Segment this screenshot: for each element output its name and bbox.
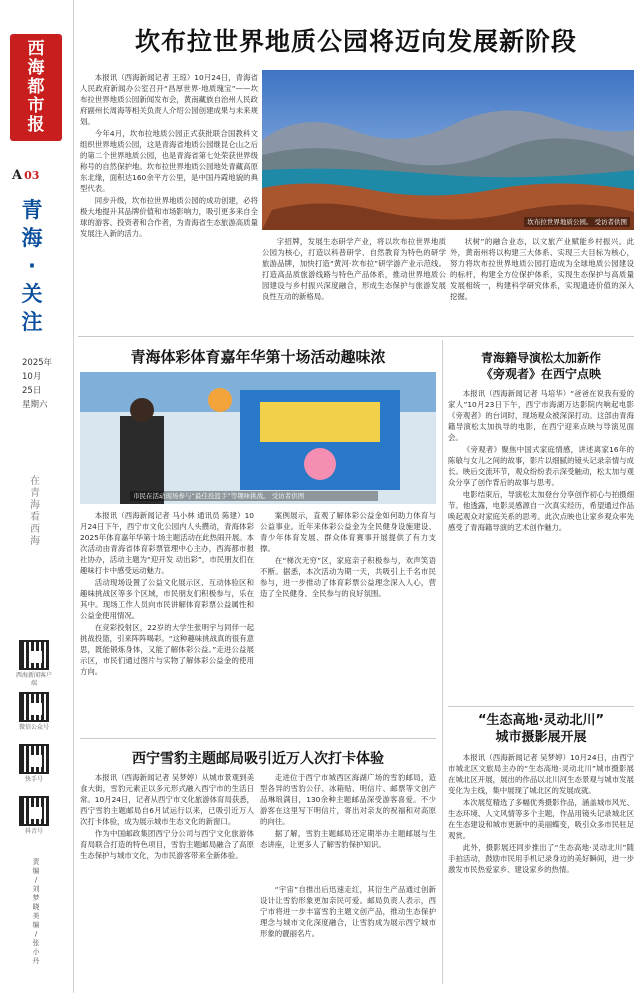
section-divider (78, 336, 634, 337)
date-line: 25日 (22, 386, 42, 396)
paragraph: 活动现场设置了公益文化展示区、互动体验区和趣味挑战区等多个区域，市民朋友们积极参与，乐在其中。现场工作人员向市民讲解体育彩票公益属性和公益金使用情况。 (80, 578, 254, 620)
credit-char: / (34, 930, 38, 938)
headline-line: “生态高地·灵动北川” (477, 713, 605, 728)
exhibit-story-body (448, 752, 634, 986)
column-divider (442, 340, 443, 984)
newspaper-logo (10, 34, 62, 141)
logo-char: 市 (27, 96, 45, 116)
sports-headline: 青海体彩体育嘉年华第十场活动趣味浓 (130, 348, 386, 366)
page-num: 03 (24, 169, 40, 182)
slogan-char: 海 (30, 500, 40, 511)
date-line: 2025年 (22, 358, 53, 368)
qr-code-douyin[interactable] (14, 796, 54, 836)
paragraph: 状树”的融合业态，以文旅产业赋能乡村振兴。此外，黄南州将以构建三大体系、实现三大目标为核心，努力将坎布拉世界地质公园打造成为全球地质公园建设的标杆，构建全方位保护体系，实现生态保护与高质量发展相统一，构建科学研究体系，实现遗迹价值的深入挖掘。 (450, 237, 634, 301)
section-char: 关 (21, 282, 43, 306)
credit-char: 晓 (32, 903, 40, 911)
headline-line: 青海籍导演松太加新作 (480, 351, 601, 365)
paragraph: 走进位于西宁市城西区海湖广场的雪豹邮局，造型各异的雪豹公仔、冰箱贴、明信片、邮票等文创产品琳琅满目，130余种主题邮品深受游客喜爱。不少游客在这里写下明信片，寄出对亲友的祝福和对高原的向往。 (260, 773, 436, 826)
photo-caption: 坎布拉世界地质公园。 受访者供图 (524, 217, 630, 227)
paragraph: 据了解，雪豹主题邮局还定期举办主题邮展与生态讲座，让更多人了解雪豹保护知识。 (260, 829, 436, 849)
paragraph: 电影结束后，导演松太加登台分享创作初心与拍摄细节。他透露，电影灵感源自一次真实经历，希望通过作品唤起观众对家庭关系的思考。此次点映也让家乡观众率先感受了青海籍导演的艺术创作魅力。 (448, 490, 634, 532)
paragraph: 在竞彩投射区，22岁的大学生张明宇与同伴一起挑战投篮，引来阵阵喝彩。“这种趣味挑战真的很有意思，既能锻炼身体，又能了解体彩公益。”走进公益展示区，市民们通过图片与实物了解体彩公益金的使用方向。 (80, 623, 254, 676)
qr-code-kuaishou[interactable] (14, 744, 54, 784)
paragraph: 本报讯（西海新闻记者 马培华）“爸爸在说我有爱的家人”10月23日下午，西宁市海湖万达影院内响起电影《旁观者》的台词时，现场观众被深深打动。这部由青海籍导演松太加执导的电影，在西宁迎来点映与导演见面会。 (448, 389, 634, 442)
rail-slogan (28, 476, 42, 548)
paragraph: 字招牌，发展生态研学产业，将以坎布拉世界地质公园为核心，打造以科普研学、自然教育为特色的研学旅游品牌，加快打造“黄河·坎布拉”研学游产业示范线。打造高品质旅游线路与特色产品体系，推动世界地质公园建设与乡村振兴深度融合，形成生态保护与旅游发展良性互动的新格局。 (262, 237, 446, 301)
credit-char: 编 (32, 867, 40, 875)
headline-line: 《旁观者》在西宁点映 (480, 367, 601, 381)
date-line: 星期六 (22, 400, 48, 410)
slogan-char: 在 (30, 476, 40, 487)
exhibit-headline (448, 712, 634, 746)
event-image (80, 372, 436, 504)
editor-credits (30, 858, 42, 966)
slogan-char: 西 (30, 524, 40, 535)
qr-code-icon (19, 796, 49, 826)
paragraph: 本报讯（西海新闻记者 马小林 通讯员 陈建）10月24日下午，西宁市文化公园内人头攒动，青海体彩2025年体育嘉年华第十场主题活动在此热闹开展。本次活动由青海省体育彩票管理中心主办，西海都市报社协办，活动主题为“迎开发 动出彩”，市民朋友们在趣味打卡中感受运动魅力。 (80, 511, 254, 575)
paragraph: 同步升级，坎布拉世界地质公园的成功创建，必将极大地提升其品牌价值和市场影响力，吸引更多来自全球的游客、投资者和合作者，为青海省生态旅游高质量发展注入新的活力。 (80, 196, 258, 238)
qr-code-icon (19, 640, 49, 670)
left-rail (0, 0, 74, 993)
qr-code-app[interactable] (14, 640, 54, 688)
paragraph: 《旁观者》聚焦中国式家庭情感，讲述离家16年的陈敏与女儿之间的故事，影片以细腻的镜头记录亲情与成长。映后交流环节，观众纷纷表示深受触动，松太加与观众分享了创作背后的故事与思考。 (448, 445, 634, 487)
page-code: A (12, 168, 23, 183)
section-char: 青 (21, 198, 43, 222)
credit-char: 张 (32, 939, 40, 947)
sports-story-col2 (260, 510, 436, 732)
credit-char: 美 (32, 912, 40, 920)
snow-leopard-col2 (260, 772, 436, 880)
lead-story-col2 (262, 236, 446, 330)
snow-leopard-col3 (260, 884, 436, 986)
snow-leopard-col1 (80, 772, 254, 986)
qr-code-wechat[interactable] (14, 692, 54, 732)
qr-label: 微信公众号 (18, 724, 49, 731)
qr-label: 抖音号 (24, 828, 43, 835)
section-char: 海 (21, 226, 43, 250)
slogan-char: 看 (30, 512, 40, 523)
credit-char: 小 (32, 948, 40, 956)
logo-char: 海 (27, 58, 45, 78)
paragraph: 本报讯（西海新闻记者 王琼）10月24日，青海省人民政府新闻办公室召开“昌厚世界·地质瑰宝”——坎布拉世界地质公园新闻发布会，黄南藏族自治州人民政府副州长周海等相关负责人介绍公园创建成果与未来规划。 (80, 73, 258, 126)
section-title (20, 196, 44, 336)
mountain-lake-image (262, 70, 634, 230)
sports-photo (80, 372, 436, 504)
qr-code-icon (19, 744, 49, 774)
issue-date (22, 356, 58, 412)
credit-char: 编 (32, 921, 40, 929)
film-headline (448, 350, 634, 382)
date-line: 10月 (22, 372, 42, 382)
page-number (12, 164, 64, 183)
geopark-photo (262, 70, 634, 230)
lead-story-col1 (80, 72, 258, 330)
lead-headline: 坎布拉世界地质公园将迈向发展新阶段 (134, 27, 577, 56)
headline-line: 城市摄影展开展 (495, 730, 587, 745)
section-char: · (28, 254, 36, 278)
credit-char: 责 (32, 858, 40, 866)
paragraph: 本报讯（西海新闻记者 吴梦婷）从城市景观到美食大街，雪豹元素正以多元形式融入西宁市的生活日常。10月24日，记者从西宁市文化旅游体育局获悉，西宁雪豹主题邮局自6月试运行以来，已吸引近万人次打卡体验，成为展示城市生态文化的新窗口。 (80, 773, 254, 826)
qr-label: 西海新闻客户端 (15, 672, 52, 687)
qr-label: 快手号 (24, 776, 43, 783)
credit-char: / (34, 876, 38, 884)
snow-leopard-headline: 西宁雪豹主题邮局吸引近万人次打卡体验 (132, 751, 384, 767)
section-divider (80, 738, 436, 739)
lead-story-col3 (450, 236, 634, 330)
paragraph: 在“梯次无穷”区，家庭亲子积极参与，欢声笑语不断。据悉，本次活动为期一天，共吸引上千名市民参与，进一步推动了体育彩票公益理念深入人心，营造了全民健身、全民参与的良好氛围。 (260, 556, 436, 598)
qr-code-icon (19, 692, 49, 722)
section-divider (448, 706, 634, 707)
paragraph: 作为中国邮政集团西宁分公司与西宁文化旅游体育局联合打造的特色项目，雪豹主题邮局融合了高原生态保护与城市文化，为市民游客带来全新体验。 (80, 829, 254, 860)
logo-char: 西 (27, 39, 45, 59)
section-char: 注 (21, 310, 43, 334)
credit-char: 刘 (32, 885, 40, 893)
sports-story-col1 (80, 510, 254, 732)
photo-caption: 市民在活动现场参与“最佳投篮手”等趣味挑战。 受访者供图 (130, 491, 378, 501)
paragraph: 本报讯（西海新闻记者 吴梦婷）10月24日，由西宁市城北区文旅局主办的“生态高地·灵动北川”城市摄影展在城北区开展，展出的作品以北川河生态景观与城市发展变化为主线，集中展现了城北区的发展成就。 (448, 753, 634, 795)
paragraph: 案例展示，直观了解体彩公益金如何助力体育与公益事业。近年来体彩公益金为全民健身设施建设、青少年体育发展、群众体育赛事开展提供了有力支撑。 (260, 511, 436, 553)
logo-char: 都 (27, 77, 45, 97)
film-story-body (448, 388, 634, 676)
slogan-char: 青 (30, 488, 40, 499)
logo-char: 报 (27, 115, 45, 135)
paragraph: 此外，摄影展还同步推出了“生态高地·灵动北川”随手拍活动，鼓励市民用手机记录身边的美好瞬间，进一步激发市民热爱家乡、建设家乡的热情。 (448, 843, 634, 874)
paragraph: “宇宙”自推出后迅速走红，其衍生产品通过创新设计让雪豹形象更加亲民可爱。邮局负责人表示，西宁市将进一步丰富雪豹主题文创产品，推动生态保护理念与城市文化深度融合，让雪豹成为展示西宁城市形象的靓丽名片。 (260, 885, 436, 938)
slogan-char: 海 (30, 536, 40, 547)
paragraph: 今年4月，坎布拉地质公园正式获批联合国教科文组织世界地质公园，这是青海省地质公园继昆仑山之后的第二个世界地质公园，也是青海省第七处荣获世界级称号的自然保护地。坎布拉世界地质公园地处青藏高原东北缘，面积达160余平方公里，是中国丹霞地貌的典型代表。 (80, 129, 258, 193)
credit-char: 梦 (32, 894, 40, 902)
credit-char: 丹 (32, 957, 40, 965)
paragraph: 本次展览精选了多幅优秀摄影作品，涵盖城市风光、生态环境、人文风情等多个主题，作品用镜头记录城北区在生态建设和城市更新中的美丽蝶变，吸引众多市民驻足观赏。 (448, 798, 634, 840)
